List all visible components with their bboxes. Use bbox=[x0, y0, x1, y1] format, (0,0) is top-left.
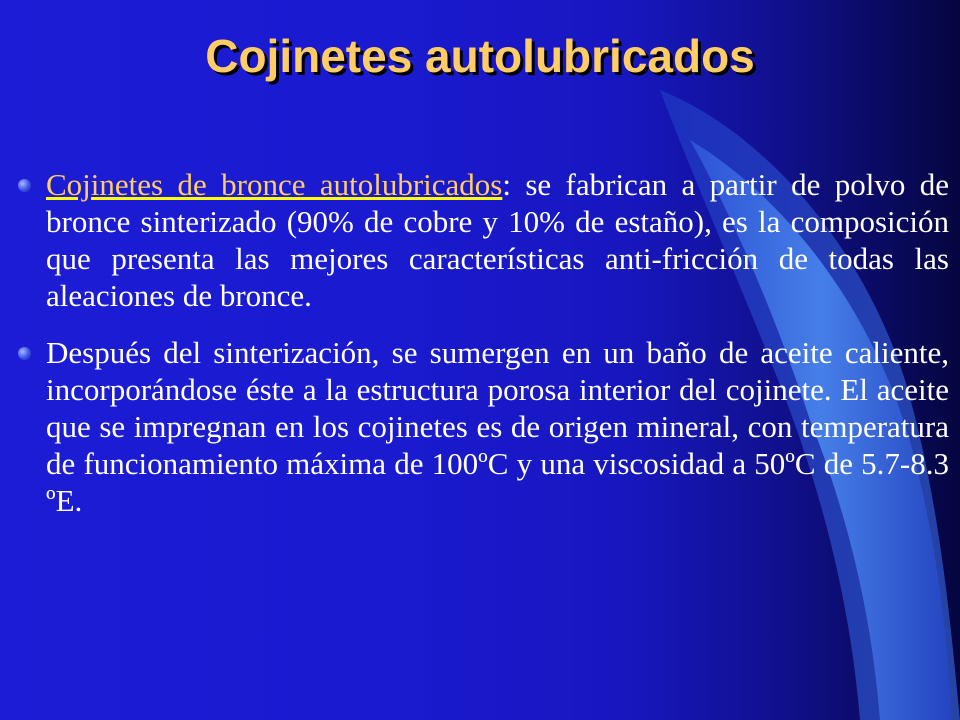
bullet-text: Después del sinterización, se sumergen en un baño de aceite caliente, incorporándose éste a la estructura porosa interior del cojinete. El aceite que se impregnan en los cojinetes es de origen mineral, con temperatura de funcionamiento máxima de 100ºC y una viscosidad a 50ºC de 5.7-8.3 ºE. bbox=[46, 335, 949, 518]
bullet-text: : se fabrican a partir de polvo de bronce sinterizado (90% de cobre y 10% de estaño), es la composición que presenta las mejores características anti-fricción de todas las aleaciones de bronce. bbox=[46, 167, 949, 313]
bullet-item-bronze-bearings bbox=[46, 166, 949, 314]
bullet-list bbox=[46, 166, 949, 539]
slide-title: Cojinetes autolubricados bbox=[205, 30, 755, 82]
bullet-lead-term: Cojinetes de bronce autolubricados bbox=[46, 167, 503, 202]
bullet-item-sintering bbox=[46, 334, 949, 519]
bullet-dot-icon bbox=[18, 347, 31, 360]
bullet-dot-icon bbox=[18, 179, 31, 192]
